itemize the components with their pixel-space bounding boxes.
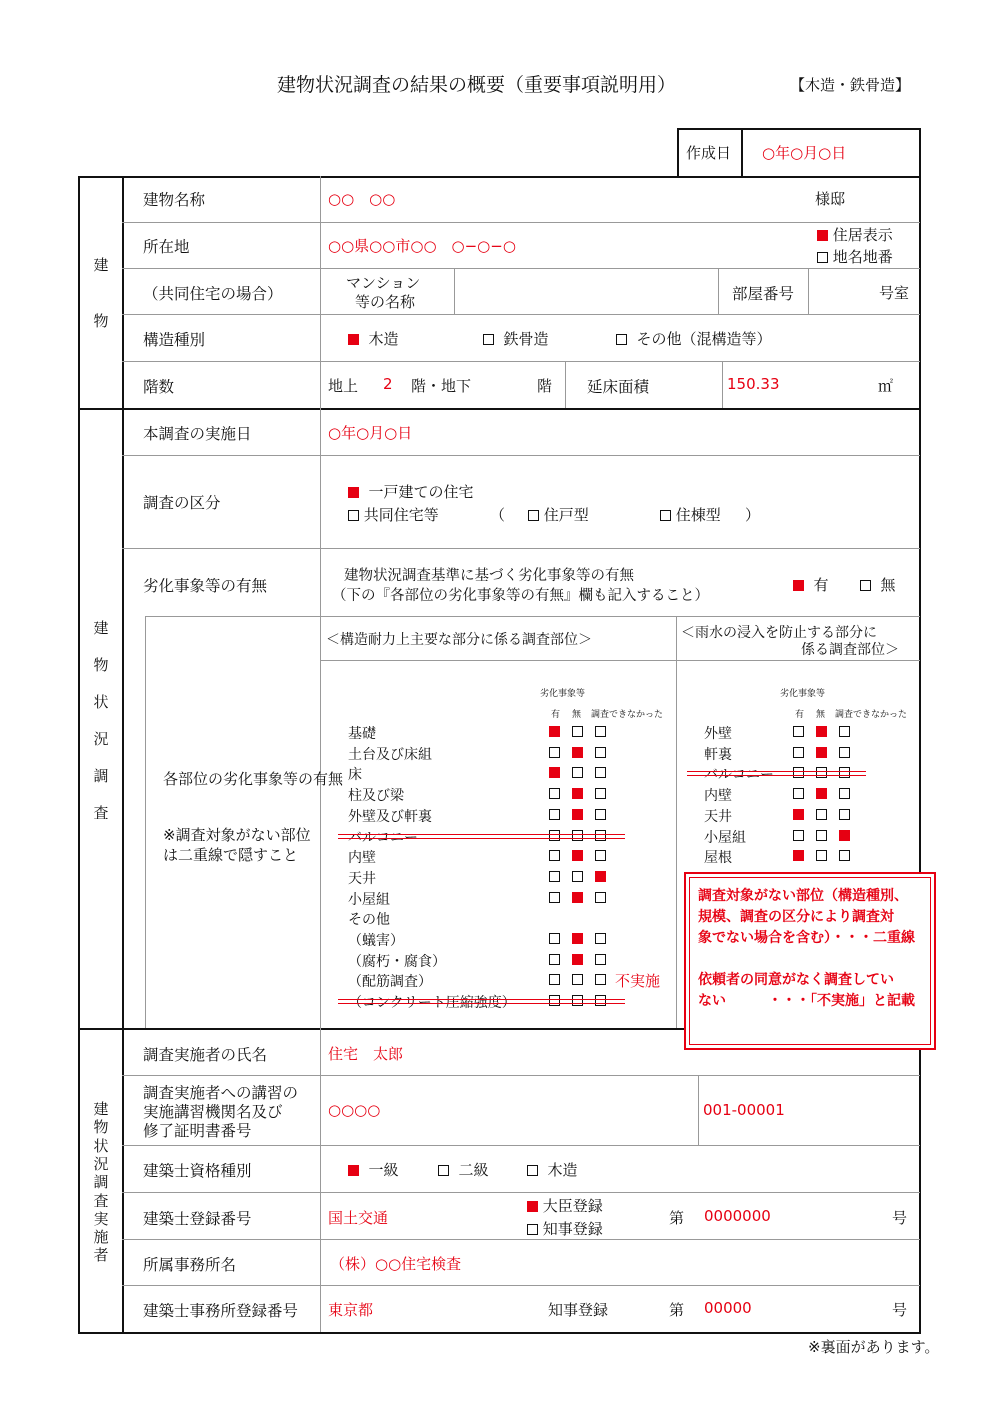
- created-label: 作成日: [686, 144, 732, 162]
- checkbox-icon[interactable]: [549, 871, 560, 882]
- survey-kind-opt3-label: 住戸型: [543, 506, 589, 524]
- registration-label: 建築士登録番号: [143, 1210, 252, 1228]
- checkbox-icon[interactable]: [816, 809, 827, 820]
- survey-kind-label: 調査の区分: [143, 494, 221, 512]
- building-name-value[interactable]: ○○ ○○: [328, 190, 396, 208]
- checkbox-icon[interactable]: [549, 850, 560, 861]
- checkbox-icon[interactable]: [816, 767, 827, 778]
- checkbox-icon[interactable]: [549, 726, 560, 737]
- survey-date-value[interactable]: ○年○月○日: [328, 424, 413, 442]
- office-value[interactable]: （株）○○住宅検査: [330, 1255, 462, 1273]
- page-title: 建物状況調査の結果の概要（重要事項説明用）: [277, 74, 677, 96]
- checkbox-icon[interactable]: [793, 809, 804, 820]
- checkbox-icon[interactable]: [793, 850, 804, 861]
- checkbox-icon[interactable]: [572, 892, 583, 903]
- qual-opt2[interactable]: [438, 1159, 489, 1180]
- address-opt2[interactable]: [817, 246, 893, 267]
- rain-col-na: 調査できなかった: [835, 710, 908, 720]
- part-checkboxes: [549, 995, 606, 1006]
- floor-area-label: 延床面積: [587, 378, 650, 396]
- rain-header-1: ＜雨水の浸入を防止する部分に: [681, 625, 877, 641]
- parts-label: 各部位の劣化事象等の有無: [163, 770, 344, 788]
- checkbox-icon[interactable]: [817, 230, 828, 241]
- checkbox-icon[interactable]: [549, 892, 560, 903]
- building-name-label: 建物名称: [143, 191, 206, 209]
- checkbox-icon[interactable]: [595, 809, 606, 820]
- survey-kind-opt1[interactable]: [348, 481, 474, 502]
- defect-label: 劣化事象等の有無: [143, 577, 268, 595]
- checkbox-icon[interactable]: [839, 767, 850, 778]
- building-side-2: 物: [93, 312, 109, 330]
- office-reg-go: 号: [892, 1301, 908, 1319]
- checkbox-icon[interactable]: [528, 510, 539, 521]
- survey-kind-opt3[interactable]: [528, 504, 589, 525]
- part-checkboxes: [549, 767, 606, 778]
- part-name: 基礎: [348, 726, 376, 742]
- callout-line-3: 象でない場合を含む）・・・二重線: [698, 930, 915, 946]
- course-org-value[interactable]: ○○○○: [328, 1101, 381, 1119]
- checkbox-icon[interactable]: [839, 726, 850, 737]
- rain-header-2: 係る調査部位＞: [801, 642, 899, 658]
- checkbox-icon[interactable]: [793, 726, 804, 737]
- structure-opt2-label: 鉄骨造: [503, 330, 549, 348]
- struct-col-no: 無: [572, 710, 582, 720]
- checkbox-icon[interactable]: [527, 1201, 538, 1212]
- callout-line-2: 規模、調査の区分により調査対: [698, 909, 894, 925]
- address-opt2-label: 地名地番: [832, 248, 893, 266]
- survey-kind-opt4-label: 住棟型: [675, 506, 721, 524]
- parts-note: ※調査対象がない部位は二重線で隠すこと: [163, 826, 311, 864]
- checkbox-icon[interactable]: [572, 995, 583, 1006]
- checkbox-icon[interactable]: [839, 788, 850, 799]
- callout-box: [684, 872, 936, 1050]
- floors-mid-label: 階・地下: [411, 377, 472, 395]
- checkbox-icon[interactable]: [616, 334, 627, 345]
- checkbox-icon[interactable]: [817, 252, 828, 263]
- checkbox-icon[interactable]: [793, 767, 804, 778]
- checkbox-icon[interactable]: [816, 830, 827, 841]
- checkbox-icon[interactable]: [549, 974, 560, 985]
- checkbox-icon[interactable]: [839, 830, 850, 841]
- survey-side-4: 況: [93, 730, 109, 748]
- part-note: 不実施: [615, 972, 661, 991]
- checkbox-icon[interactable]: [595, 850, 606, 861]
- checkbox-icon[interactable]: [595, 871, 606, 882]
- survey-side-6: 査: [93, 804, 109, 822]
- checkbox-icon[interactable]: [483, 334, 494, 345]
- survey-side-3: 状: [93, 693, 109, 711]
- checkbox-icon[interactable]: [348, 487, 359, 498]
- defect-line-1: 建物状況調査基準に基づく劣化事象等の有無: [344, 568, 634, 584]
- part-name: バルコニー: [348, 829, 418, 846]
- part-checkboxes: [793, 747, 850, 758]
- floors-end-label: 階: [537, 377, 553, 395]
- checkbox-icon[interactable]: [595, 995, 606, 1006]
- checkbox-icon[interactable]: [549, 954, 560, 965]
- part-name: 内壁: [704, 788, 732, 805]
- reg-dai: 第: [669, 1209, 685, 1227]
- defect-line-2: （下の『各部位の劣化事象等の有無』欄も記入すること）: [332, 588, 709, 604]
- structure-opt1-label: 木造: [368, 330, 399, 348]
- building-side-1: 建: [93, 256, 109, 274]
- checkbox-icon[interactable]: [549, 830, 560, 841]
- checkbox-icon[interactable]: [839, 850, 850, 861]
- part-checkboxes: [793, 726, 850, 737]
- address-opt1-label: 住居表示: [832, 226, 893, 244]
- created-value[interactable]: ○年○月○日: [762, 144, 847, 162]
- checkbox-icon[interactable]: [549, 747, 560, 758]
- part-name: 屋根: [704, 850, 732, 867]
- checkbox-icon[interactable]: [660, 510, 671, 521]
- part-checkboxes: [793, 767, 850, 778]
- inspector-side-char: 調: [93, 1173, 109, 1192]
- checkbox-icon[interactable]: [348, 510, 359, 521]
- survey-kind-opt4[interactable]: [660, 504, 721, 525]
- checkbox-icon[interactable]: [572, 850, 583, 861]
- struct-col-na: 調査できなかった: [591, 710, 664, 720]
- strike-line: [338, 834, 625, 835]
- checkbox-icon[interactable]: [438, 1165, 449, 1176]
- course-label-3: 修了証明書番号: [143, 1122, 252, 1140]
- qual-opt1[interactable]: [348, 1159, 399, 1180]
- office-reg-dai: 第: [669, 1301, 685, 1319]
- footer-note: ※裏面があります。: [808, 1338, 940, 1356]
- part-checkboxes: [793, 809, 850, 820]
- apartment-label: （共同住宅の場合）: [143, 285, 283, 303]
- apartment-name-label-2: 等の名称: [355, 293, 416, 311]
- checkbox-icon[interactable]: [595, 892, 606, 903]
- qualification-label: 建築士資格種別: [143, 1162, 252, 1180]
- part-name: バルコニー: [704, 767, 774, 784]
- struct-header: ＜構造耐力上主要な部分に係る調査部位＞: [326, 632, 592, 648]
- address-opt1[interactable]: [817, 224, 893, 245]
- inspector-side-char: 状: [93, 1136, 109, 1155]
- checkbox-icon[interactable]: [572, 954, 583, 965]
- callout-line-6: ない ・・・「不実施」と記載: [698, 993, 915, 1009]
- defect-yes-label: 有: [813, 576, 829, 594]
- part-name: （コンクリート圧縮強度）: [348, 995, 516, 1012]
- checkbox-icon[interactable]: [595, 974, 606, 985]
- checkbox-icon[interactable]: [549, 995, 560, 1006]
- checkbox-icon[interactable]: [549, 767, 560, 778]
- part-checkboxes: [549, 871, 606, 882]
- survey-side-5: 調: [93, 767, 109, 785]
- strike-line: [687, 771, 866, 772]
- checkbox-icon[interactable]: [572, 830, 583, 841]
- part-name: 床: [348, 767, 362, 784]
- reg-opt2[interactable]: [527, 1218, 603, 1239]
- office-reg-type: 知事登録: [548, 1301, 609, 1319]
- checkbox-icon[interactable]: [572, 974, 583, 985]
- checkbox-icon[interactable]: [595, 767, 606, 778]
- checkbox-icon[interactable]: [816, 850, 827, 861]
- rain-col-no: 無: [816, 710, 826, 720]
- checkbox-icon[interactable]: [348, 334, 359, 345]
- checkbox-icon[interactable]: [595, 747, 606, 758]
- struct-col-header: 劣化事象等: [540, 689, 586, 699]
- inspector-side-char: 施: [93, 1228, 109, 1247]
- course-label-1: 調査実施者への講習の: [143, 1084, 299, 1102]
- checkbox-icon[interactable]: [572, 788, 583, 799]
- office-reg-number[interactable]: 00000: [704, 1299, 752, 1317]
- checkbox-icon[interactable]: [595, 954, 606, 965]
- part-name: 小屋組: [348, 891, 390, 908]
- part-checkboxes: [793, 830, 850, 841]
- checkbox-icon[interactable]: [595, 933, 606, 944]
- course-no-value[interactable]: 001-00001: [703, 1101, 785, 1119]
- floor-area-unit: ㎡: [878, 377, 894, 395]
- checkbox-icon[interactable]: [549, 933, 560, 944]
- part-name: （蟻害）: [348, 933, 404, 949]
- defect-no[interactable]: [860, 574, 896, 595]
- checkbox-icon[interactable]: [816, 747, 827, 758]
- checkbox-icon[interactable]: [793, 788, 804, 799]
- strike-line: [338, 999, 625, 1000]
- inspector-side-char: 物: [93, 1118, 109, 1137]
- floors-label: 階数: [143, 378, 175, 396]
- part-name: 小屋組: [704, 829, 746, 846]
- checkbox-icon[interactable]: [549, 809, 560, 820]
- checkbox-icon[interactable]: [595, 726, 606, 737]
- office-reg-pref[interactable]: 東京都: [328, 1301, 374, 1319]
- course-label-2: 実施講習機関名及び: [143, 1103, 283, 1121]
- floor-area-value[interactable]: 150.33: [727, 375, 780, 393]
- checkbox-icon[interactable]: [793, 747, 804, 758]
- qual-opt1-label: 一級: [368, 1161, 399, 1179]
- address-label: 所在地: [143, 238, 190, 256]
- part-name: 内壁: [348, 850, 376, 867]
- survey-kind-paren-close: ）: [745, 506, 761, 524]
- survey-date-label: 本調査の実施日: [143, 425, 252, 443]
- inspector-side-char: 況: [93, 1154, 109, 1173]
- inspector-name-label: 調査実施者の氏名: [143, 1046, 268, 1064]
- survey-side-2: 物: [93, 656, 109, 674]
- structure-opt2[interactable]: [483, 328, 549, 349]
- part-checkboxes: [549, 892, 606, 903]
- checkbox-icon[interactable]: [793, 580, 804, 591]
- inspector-side-char: 者: [93, 1246, 109, 1265]
- checkbox-icon[interactable]: [527, 1224, 538, 1235]
- part-checkboxes: [549, 933, 606, 944]
- checkbox-icon[interactable]: [348, 1165, 359, 1176]
- rain-col-header: 劣化事象等: [780, 689, 826, 699]
- part-name: 外壁: [704, 726, 732, 742]
- survey-side-1: 建: [93, 619, 109, 637]
- checkbox-icon[interactable]: [572, 871, 583, 882]
- checkbox-icon[interactable]: [816, 788, 827, 799]
- checkbox-icon[interactable]: [572, 767, 583, 778]
- reg-opt1-label: 大臣登録: [542, 1197, 603, 1215]
- inspector-name-value[interactable]: 住宅 太郎: [328, 1045, 404, 1063]
- part-name: （配筋調査）: [348, 974, 432, 991]
- qual-opt3[interactable]: [527, 1159, 578, 1180]
- survey-kind-opt2-label: 共同住宅等: [363, 506, 439, 524]
- part-name: 外壁及び軒裏: [348, 808, 432, 825]
- part-name: （腐朽・腐食）: [348, 953, 446, 970]
- address-value[interactable]: ○○県○○市○○ ○−○−○: [328, 237, 516, 255]
- checkbox-icon[interactable]: [595, 830, 606, 841]
- reg-opt2-label: 知事登録: [542, 1220, 603, 1238]
- qual-opt2-label: 二級: [458, 1161, 489, 1179]
- checkbox-icon[interactable]: [839, 809, 850, 820]
- checkbox-icon[interactable]: [527, 1165, 538, 1176]
- inspector-side-char: 建: [93, 1100, 109, 1118]
- structure-opt3[interactable]: [616, 328, 772, 349]
- rain-col-yes: 有: [795, 710, 805, 720]
- checkbox-icon[interactable]: [572, 726, 583, 737]
- building-name-suffix: 様邸: [815, 190, 846, 208]
- defect-no-label: 無: [880, 576, 896, 594]
- part-checkboxes: [793, 850, 850, 861]
- registration-value[interactable]: 国土交通: [328, 1209, 389, 1227]
- checkbox-icon[interactable]: [595, 788, 606, 799]
- part-name: 天井: [704, 808, 732, 825]
- room-label: 部屋番号: [732, 285, 795, 303]
- office-label: 所属事務所名: [143, 1256, 237, 1274]
- checkbox-icon[interactable]: [839, 747, 850, 758]
- part-checkboxes: [793, 788, 850, 799]
- structure-label: 構造種別: [143, 331, 206, 349]
- structure-opt1[interactable]: [348, 328, 399, 349]
- survey-kind-paren-open: （: [490, 506, 506, 524]
- strike-line: [338, 1003, 625, 1004]
- part-name: その他: [348, 912, 390, 929]
- part-name: 土台及び床組: [348, 746, 432, 763]
- type-tag: 【木造・鉄骨造】: [790, 76, 911, 94]
- checkbox-icon[interactable]: [793, 830, 804, 841]
- part-checkboxes: [549, 850, 606, 861]
- floors-value[interactable]: 2: [383, 375, 393, 393]
- inspector-side-char: 実: [93, 1209, 109, 1228]
- survey-kind-opt1-label: 一戸建ての住宅: [368, 483, 474, 501]
- callout-line-5: 依頼者の同意がなく調査してい: [698, 972, 894, 988]
- floors-above-label: 地上: [328, 377, 359, 395]
- survey-kind-opt2[interactable]: [348, 504, 439, 525]
- checkbox-icon[interactable]: [816, 726, 827, 737]
- callout-line-1: 調査対象がない部位（構造種別、: [698, 888, 908, 904]
- part-name: 柱及び梁: [348, 788, 404, 805]
- checkbox-icon[interactable]: [860, 580, 871, 591]
- strike-line: [338, 838, 625, 839]
- reg-opt1[interactable]: [527, 1195, 603, 1216]
- reg-number[interactable]: 0000000: [704, 1207, 771, 1225]
- part-name: 軒裏: [704, 746, 732, 763]
- part-checkboxes: [549, 726, 606, 737]
- checkbox-icon[interactable]: [572, 809, 583, 820]
- defect-yes[interactable]: [793, 574, 829, 595]
- part-checkboxes: [549, 974, 606, 985]
- part-name: 天井: [348, 870, 376, 887]
- reg-go: 号: [892, 1209, 908, 1227]
- qual-opt3-label: 木造: [547, 1161, 578, 1179]
- office-reg-label: 建築士事務所登録番号: [143, 1302, 299, 1320]
- checkbox-icon[interactable]: [572, 933, 583, 944]
- strike-line: [687, 775, 866, 776]
- checkbox-icon[interactable]: [549, 788, 560, 799]
- part-checkboxes: [549, 954, 606, 965]
- apartment-name-label-1: マンション: [346, 274, 421, 292]
- room-suffix: 号室: [879, 284, 910, 302]
- part-checkboxes: [549, 788, 606, 799]
- checkbox-icon[interactable]: [572, 747, 583, 758]
- part-checkboxes: [549, 747, 606, 758]
- structure-opt3-label: その他（混構造等）: [636, 330, 772, 348]
- inspector-side-char: 査: [93, 1191, 109, 1210]
- part-checkboxes: [549, 809, 606, 820]
- callout-line-4: [698, 949, 915, 970]
- struct-col-yes: 有: [551, 710, 561, 720]
- part-checkboxes: [549, 830, 606, 841]
